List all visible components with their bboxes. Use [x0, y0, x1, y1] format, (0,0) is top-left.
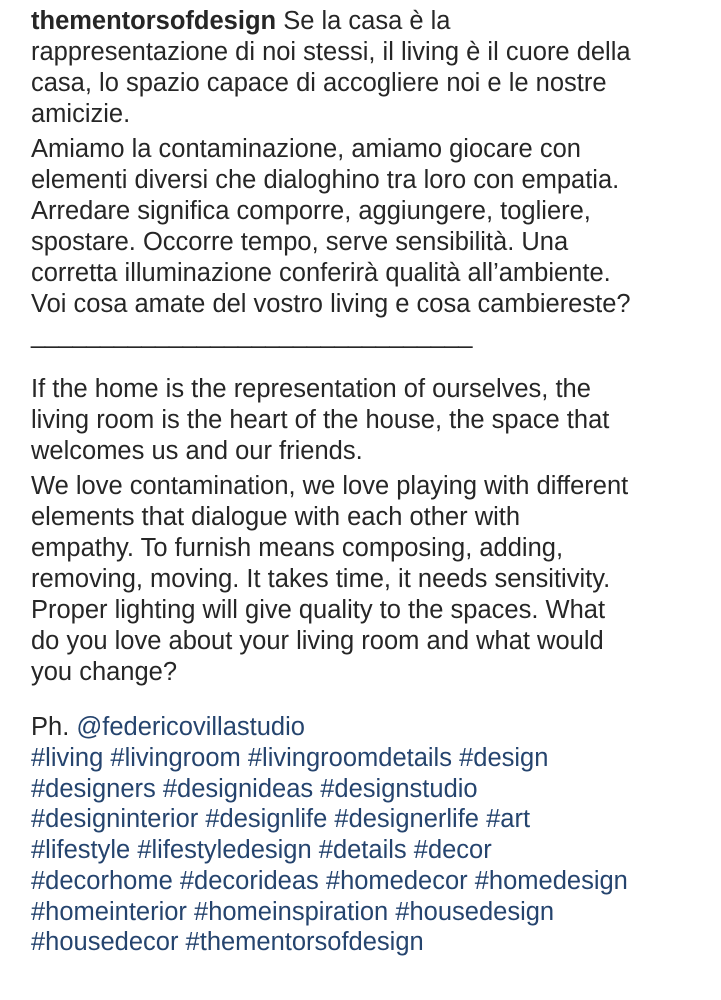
caption-text: rappresentazione di noi stessi, il living è il cuore della: [31, 38, 631, 66]
caption-text: Se la casa è la: [283, 7, 451, 35]
hashtag-link[interactable]: #decor: [413, 836, 492, 865]
caption-first-line: [31, 6, 711, 37]
hashtag-link[interactable]: #details: [318, 836, 407, 865]
hashtag-link[interactable]: #design: [459, 744, 549, 772]
caption-text: Arredare significa comporre, aggiungere, togliere,: [31, 197, 591, 225]
hashtag-link[interactable]: #designerlife: [334, 805, 479, 834]
caption-text: removing, moving. It takes time, it needs sensitivity.: [31, 565, 611, 593]
hashtag-link[interactable]: #homeinspiration: [194, 897, 389, 926]
caption-text: empathy. To furnish means composing, adding,: [31, 534, 564, 562]
caption-text: elements that dialogue with each other with: [31, 503, 521, 531]
hashtag-list: [31, 743, 711, 958]
caption-divider: ________________________________: [31, 321, 473, 349]
caption-text: elementi diversi che dialoghino tra loro con empatia.: [31, 166, 620, 194]
hashtag-line: [31, 835, 711, 866]
caption-text: do you love about your living room and what would: [31, 627, 604, 655]
hashtag-link[interactable]: #decorideas: [179, 866, 319, 895]
hashtag-link[interactable]: #livingroomdetails: [247, 744, 452, 772]
hashtag-line: [31, 897, 711, 928]
hashtag-link[interactable]: #art: [486, 805, 531, 834]
caption-text: you change?: [31, 658, 178, 686]
caption-text: Voi cosa amate del vostro living e cosa cambiereste?: [31, 290, 631, 318]
caption-text: spostare. Occorre tempo, serve sensibilità. Una: [31, 228, 569, 256]
hashtag-line: [31, 743, 711, 774]
caption-text: Proper lighting will give quality to the spaces. What: [31, 596, 606, 624]
hashtag-link[interactable]: #living: [31, 744, 104, 772]
caption-text: corretta illuminazione conferirà qualità all’ambiente.: [31, 259, 611, 287]
hashtag-link[interactable]: #homedesign: [474, 866, 628, 895]
hashtag-line: [31, 866, 711, 897]
caption-text: If the home is the representation of ourselves, the: [31, 375, 591, 403]
post-caption: [31, 6, 711, 958]
mention-link[interactable]: @federicovillastudio: [76, 713, 305, 741]
hashtag-line: [31, 804, 711, 835]
hashtag-link[interactable]: #homedecor: [325, 866, 468, 895]
hashtag-link[interactable]: #housedesign: [395, 897, 555, 926]
caption-text: living room is the heart of the house, the space that: [31, 406, 610, 434]
caption-text: We love contamination, we love playing with different: [31, 472, 629, 500]
photo-credit: [31, 712, 711, 743]
hashtag-link[interactable]: #lifestyle: [31, 836, 131, 865]
caption-text: Amiamo la contaminazione, amiamo giocare con: [31, 135, 581, 163]
credit-prefix: Ph.: [31, 713, 77, 741]
caption-text: amicizie.: [31, 100, 131, 128]
hashtag-line: [31, 927, 711, 958]
hashtag-link[interactable]: #designideas: [162, 774, 314, 803]
hashtag-link[interactable]: #homeinterior: [31, 897, 187, 926]
hashtag-link[interactable]: #lifestyledesign: [137, 836, 312, 865]
hashtag-link[interactable]: #designlife: [205, 805, 328, 834]
hashtag-link[interactable]: #designers: [31, 774, 156, 803]
caption-text: welcomes us and our friends.: [31, 437, 363, 465]
hashtag-link[interactable]: #housedecor: [31, 928, 179, 957]
hashtag-link[interactable]: #decorhome: [31, 866, 173, 895]
username-link[interactable]: thementorsofdesign: [31, 7, 277, 35]
hashtag-link[interactable]: #designstudio: [320, 774, 478, 803]
hashtag-link[interactable]: #livingroom: [110, 744, 241, 772]
hashtag-line: [31, 774, 711, 805]
caption-text: casa, lo spazio capace di accogliere noi e le nostre: [31, 69, 607, 97]
hashtag-link[interactable]: #thementorsofdesign: [185, 928, 424, 957]
hashtag-link[interactable]: #designinterior: [31, 805, 199, 834]
